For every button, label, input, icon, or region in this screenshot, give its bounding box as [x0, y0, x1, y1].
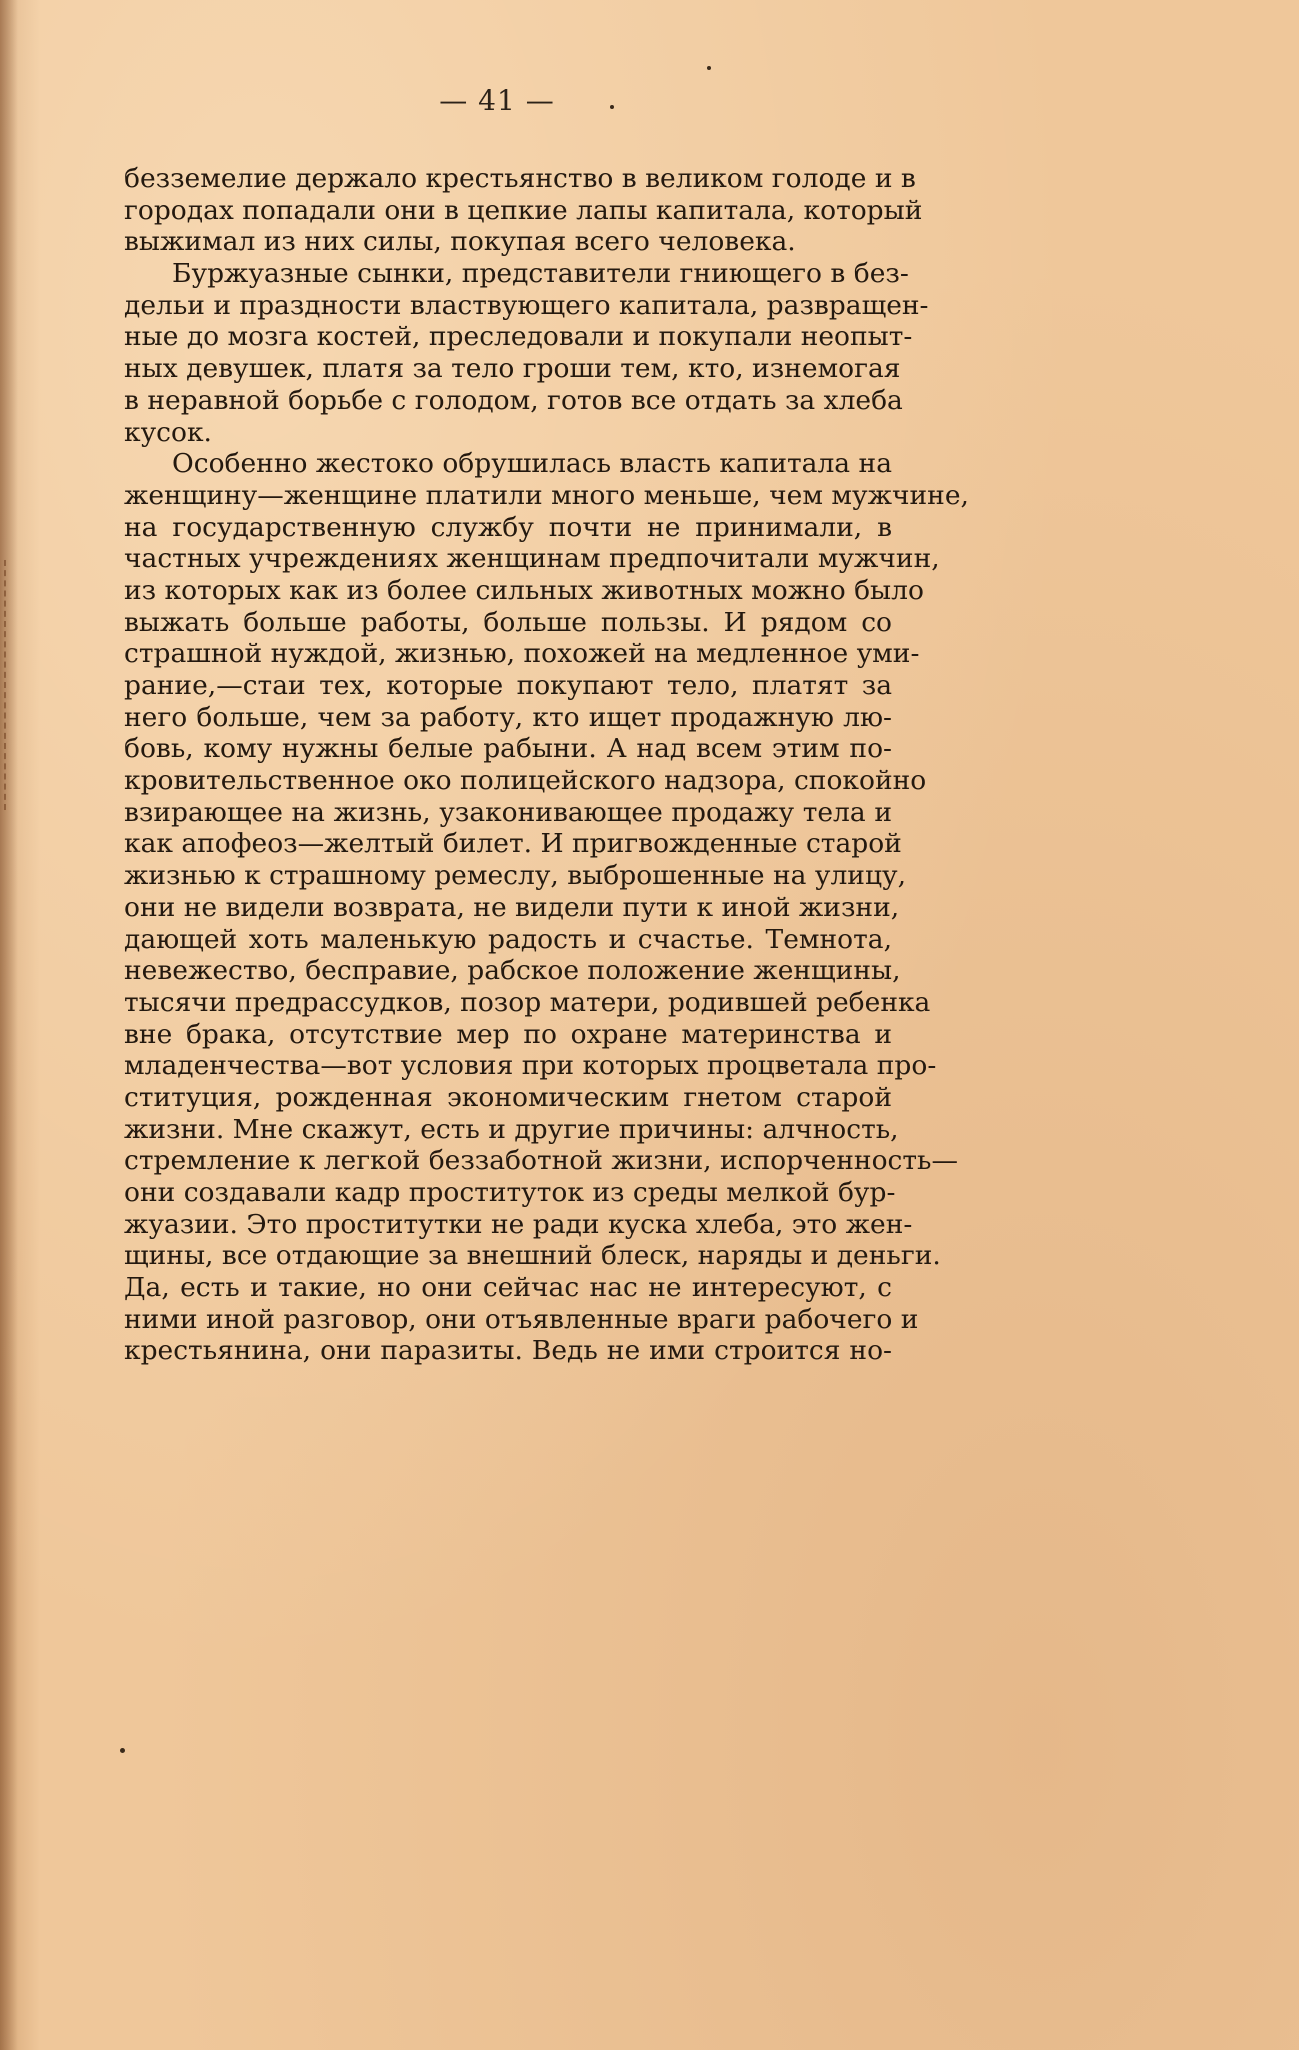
paper-speck [610, 105, 614, 109]
text-line: выжимал из них силы, покупая всего человека. [124, 226, 796, 258]
paper-speck [120, 1748, 125, 1753]
text-line: из которых как из более сильных животных можно было [124, 574, 924, 606]
text-line: безземелие держало крестьянство в великом голоде и в [124, 163, 916, 194]
text-line: кровительственное око полицейского надзора, спокойно [124, 765, 927, 797]
text-line: жуазии. Это проститутки не ради куска хлеба, это жен- [124, 1208, 913, 1240]
text-line: ними иной разговор, они отъявленные враги рабочего и [124, 1303, 919, 1335]
text-line: дающей хоть маленькую радость и счастье. Темнота, [124, 923, 892, 955]
text-line: крестьянина, они паразиты. Ведь не ими строится но- [124, 1335, 892, 1367]
text-line: как апофеоз—желтый билет. И пригвожденные старой [124, 828, 902, 860]
text-line: ных девушек, платя за тело гроши тем, кто, изнемогая [124, 353, 901, 385]
text-line: на государственную службу почти не принимали, в [124, 511, 892, 543]
binding-stitch-marks [4, 560, 16, 810]
text-line: Буржуазные сынки, представители гниющего в без- [172, 258, 909, 290]
text-line: него больше, чем за работу, кто ищет продажную лю- [124, 701, 892, 733]
body-text [124, 163, 969, 1367]
text-line: выжать больше работы, больше пользы. И рядом со [124, 606, 892, 638]
text-line: страшной нуждой, жизнью, похожей на медленное уми- [124, 638, 920, 670]
text-line: кусок. [124, 416, 212, 448]
text-line: младенчества—вот условия при которых процветала про- [124, 1050, 937, 1082]
text-line: городах попадали они в цепкие лапы капитала, который [124, 194, 923, 226]
text-line: Особенно жестоко обрушилась власть капитала на [172, 448, 892, 480]
text-line: дельи и праздности властвующего капитала, развращен- [124, 289, 929, 321]
text-line: жизни. Мне скажут, есть и другие причины: алчность, [124, 1113, 899, 1145]
text-line: они не видели возврата, не видели пути к иной жизни, [124, 891, 900, 923]
text-line: тысячи предрассудков, позор матери, родившей ребенка [124, 986, 931, 1018]
paper-speck [707, 66, 711, 70]
text-line: женщину—женщине платили много меньше, чем мужчине, [124, 479, 969, 511]
text-line: бовь, кому нужны белые рабыни. А над всем этим по- [124, 733, 892, 765]
text-line: они создавали кадр проституток из среды мелкой бур- [124, 1177, 896, 1208]
text-line: жизнью к страшному ремеслу, выброшенные на улицу, [124, 860, 907, 892]
page-spine-shadow [0, 0, 18, 2050]
text-line: рание,—стаи тех, которые покупают тело, платят за [124, 670, 892, 701]
text-line: взирающее на жизнь, узаконивающее продажу тела и [124, 796, 892, 828]
text-line: невежество, бесправие, рабское положение женщины, [124, 955, 901, 987]
text-line: ституция, рожденная экономическим гнетом старой [124, 1081, 892, 1113]
text-line: вне брака, отсутствие мер по охране материнства и [124, 1018, 892, 1050]
text-line: стремление к легкой беззаботной жизни, испорченность— [124, 1145, 958, 1177]
page-number: — 41 — [439, 84, 555, 117]
text-line: частных учреждениях женщинам предпочитали мужчин, [124, 543, 940, 575]
text-line: в неравной борьбе с голодом, готов все отдать за хлеба [124, 384, 903, 416]
text-line: ные до мозга костей, преследовали и покупали неопыт- [124, 321, 913, 353]
text-line: щины, все отдающие за внешний блеск, наряды и деньги. [124, 1240, 941, 1272]
text-line: Да, есть и такие, но они сейчас нас не интересуют, с [124, 1272, 892, 1304]
